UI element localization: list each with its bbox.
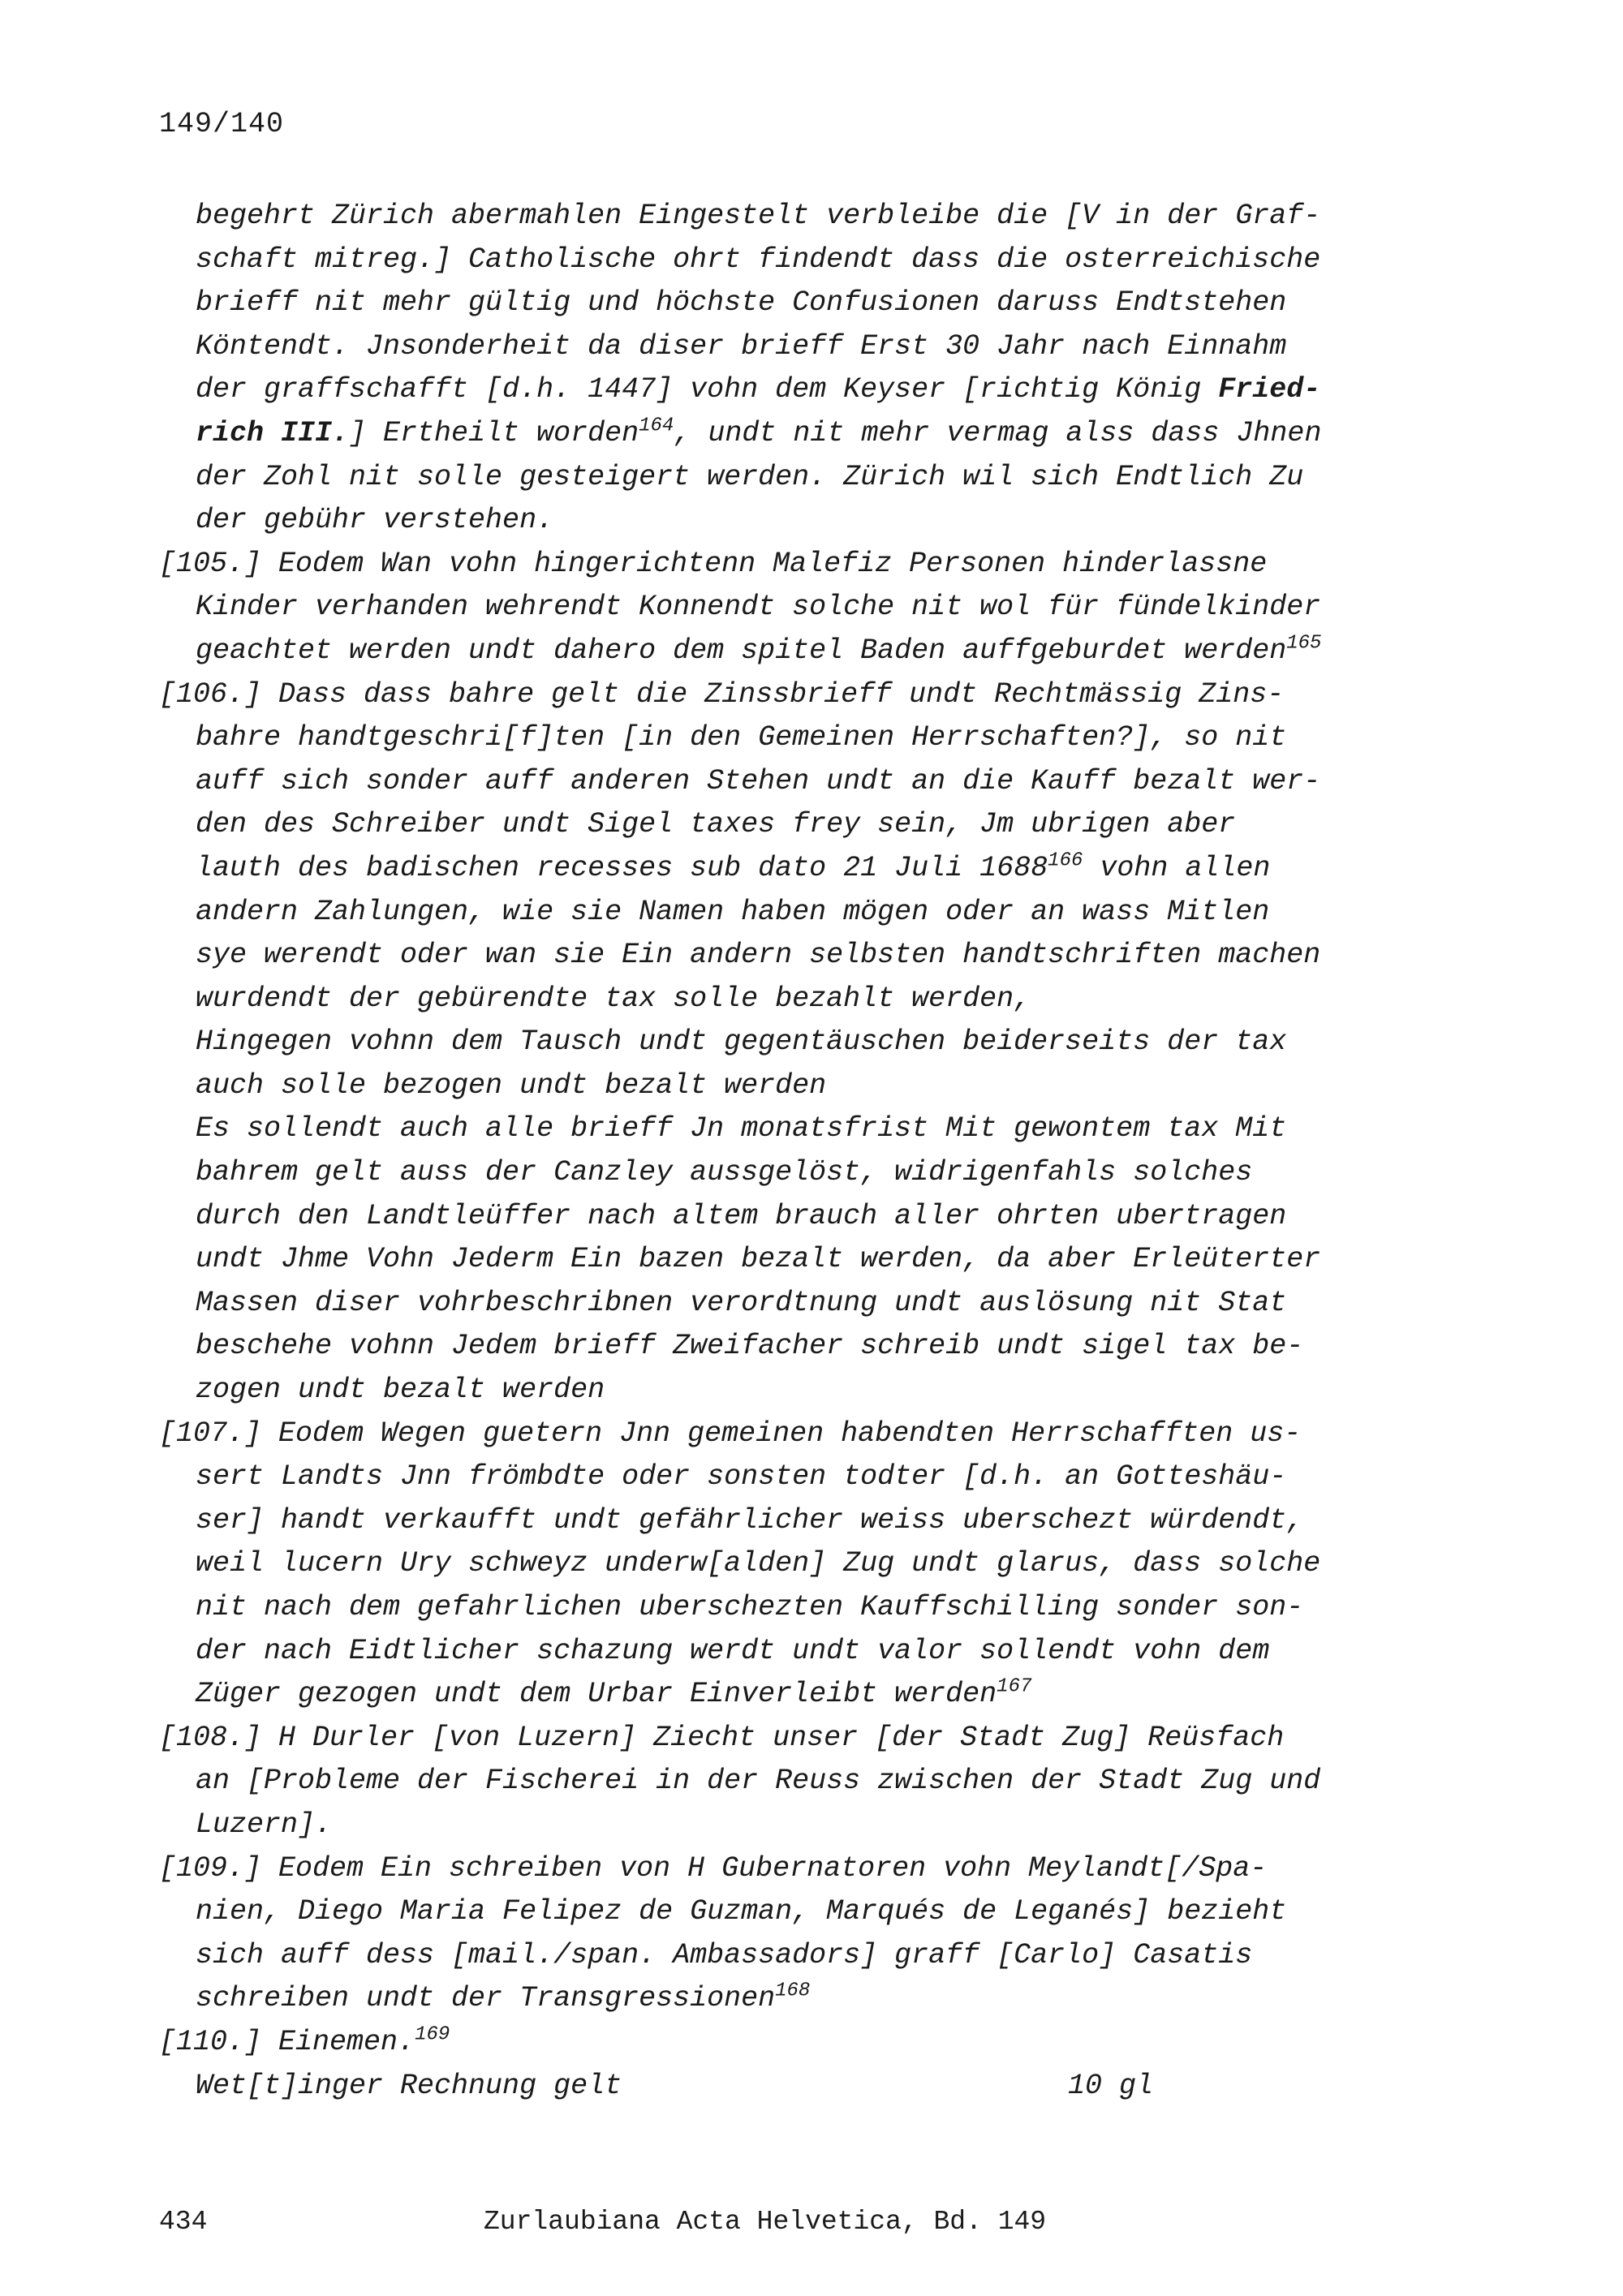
footnote-ref: 165 (1286, 632, 1322, 655)
footnote-ref: 166 (1048, 849, 1083, 872)
publication-title: Zurlaubiana Acta Helvetica, Bd. 149 (484, 2207, 1047, 2237)
entry-110: [110.] Einemen.$^{169}$ (159, 2023, 450, 2058)
page-reference: 149/140 (159, 108, 285, 140)
entry-106: [106.] Dass dass bahre gelt die Zinssbrieff undt Rechtmässig Zins- bahre handtgeschri[f]ten [in den Gemeinen Herrschaften?], so nit auff sich sonder auff anderen Stehen undt an die Kauff bezalt wer- den des Schreiber undt Sigel taxes frey sein, Jm ubrigen aber lauth des badischen recesses sub dato 21 Juli 1688$^{166}$ vohn allen andern Zahlungen, wie sie Namen haben mögen oder an wass Mitlen sye werendt oder wan sie Ein andern selbsten handtschriften machen wurdendt der gebürendte tax solle bezahlt werden, Hingegen vohnn dem Tausch undt gegentäuschen beiderseits der tax auch solle bezogen undt bezalt werden Es sollendt auch alle brieff Jn monatsfrist Mit gewontem tax Mit bahrem gelt auss der Canzley aussgelöst, widrigenfahls solches durch den Landtleüffer nach altem brauch aller ohrten ubertragen undt Jhme Vohn Jederm Ein bazen bezalt werden, da aber Erleüterter Massen diser vohrbeschribnen verordtnung undt auslösung nit Stat beschehe vohnn Jedem brieff Zweifacher schreib undt sigel tax be- zogen undt bezalt werden (159, 677, 1321, 1407)
footnote-ref: 169 (415, 2023, 450, 2046)
amount-row (159, 2065, 1457, 2109)
page-number: 434 (159, 2207, 208, 2237)
footnote-ref: 167 (997, 1675, 1032, 1698)
entry-105: [105.] Eodem Wan vohn hingerichtenn Malefiz Personen hinderlassne Kinder verhanden wehrendt Konnendt solche nit wol für fündelkinder geachtet werden undt dahero dem spitel Baden auffgeburdet werden$^{165}$ (159, 547, 1322, 667)
entry-107: [107.] Eodem Wegen guetern Jnn gemeinen habendten Herrschafften us- sert Landts Jnn frömbdte oder sonsten todter [d.h. an Gotteshäu- ser] handt verkaufft undt gefährlicher weiss uberschezt würdendt, weil lucern Ury schweyz underw[alden] Zug undt glarus, dass solche nit nach dem gefahrlichen uberschezten Kauffschilling sonder son- der nach Eidtlicher schazung werdt undt valor sollendt vohn dem Züger gezogen undt dem Urbar Einverleibt werden$^{167}$ (159, 1417, 1321, 1711)
footnote-ref: 164 (639, 415, 674, 437)
paragraph-continuation: begehrt Zürich abermahlen Eingestelt verbleibe die [V in der Graf- schaft mitreg.] Catholische ohrt findendt dass die osterreichische brieff nit mehr gültig und höchste Confusionen daruss Endtstehen Köntendt. Jnsonderheit da diser brieff Erst 30 Jahr nach Einnahm der graffschafft [d.h. 1447] vohn dem Keyser [richtig König Fried- rich III.] Ertheilt worden$^{164}$, undt nit mehr vermag alss dass Jhnen der Zohl nit solle gesteigert werden. Zürich wil sich Endtlich Zu der gebühr verstehen. (196, 200, 1322, 537)
amount-value: 10 gl (1068, 2069, 1154, 2102)
bold-name: Fried- (1218, 373, 1321, 406)
entry-108: [108.] H Durler [von Luzern] Ziecht unser [der Stadt Zug] Reüsfach an [Probleme der Fischerei in der Reuss zwischen der Stadt Zug und Luzern]. (159, 1721, 1321, 1841)
entry-109: [109.] Eodem Ein schreiben von H Gubernatoren vohn Meylandt[/Spa- nien, Diego Maria Felipez de Guzman, Marqués de Leganés] bezieht sich auff dess [mail./span. Ambassadors] graff [Carlo] Casatis schreiben undt der Transgressionen$^{168}$ (159, 1851, 1287, 2015)
footnote-ref: 168 (775, 1980, 811, 2002)
document-body (159, 195, 1457, 2108)
amount-label: Wet[t]inger Rechnung gelt (196, 2069, 622, 2102)
bold-name: rich III. (196, 416, 350, 449)
